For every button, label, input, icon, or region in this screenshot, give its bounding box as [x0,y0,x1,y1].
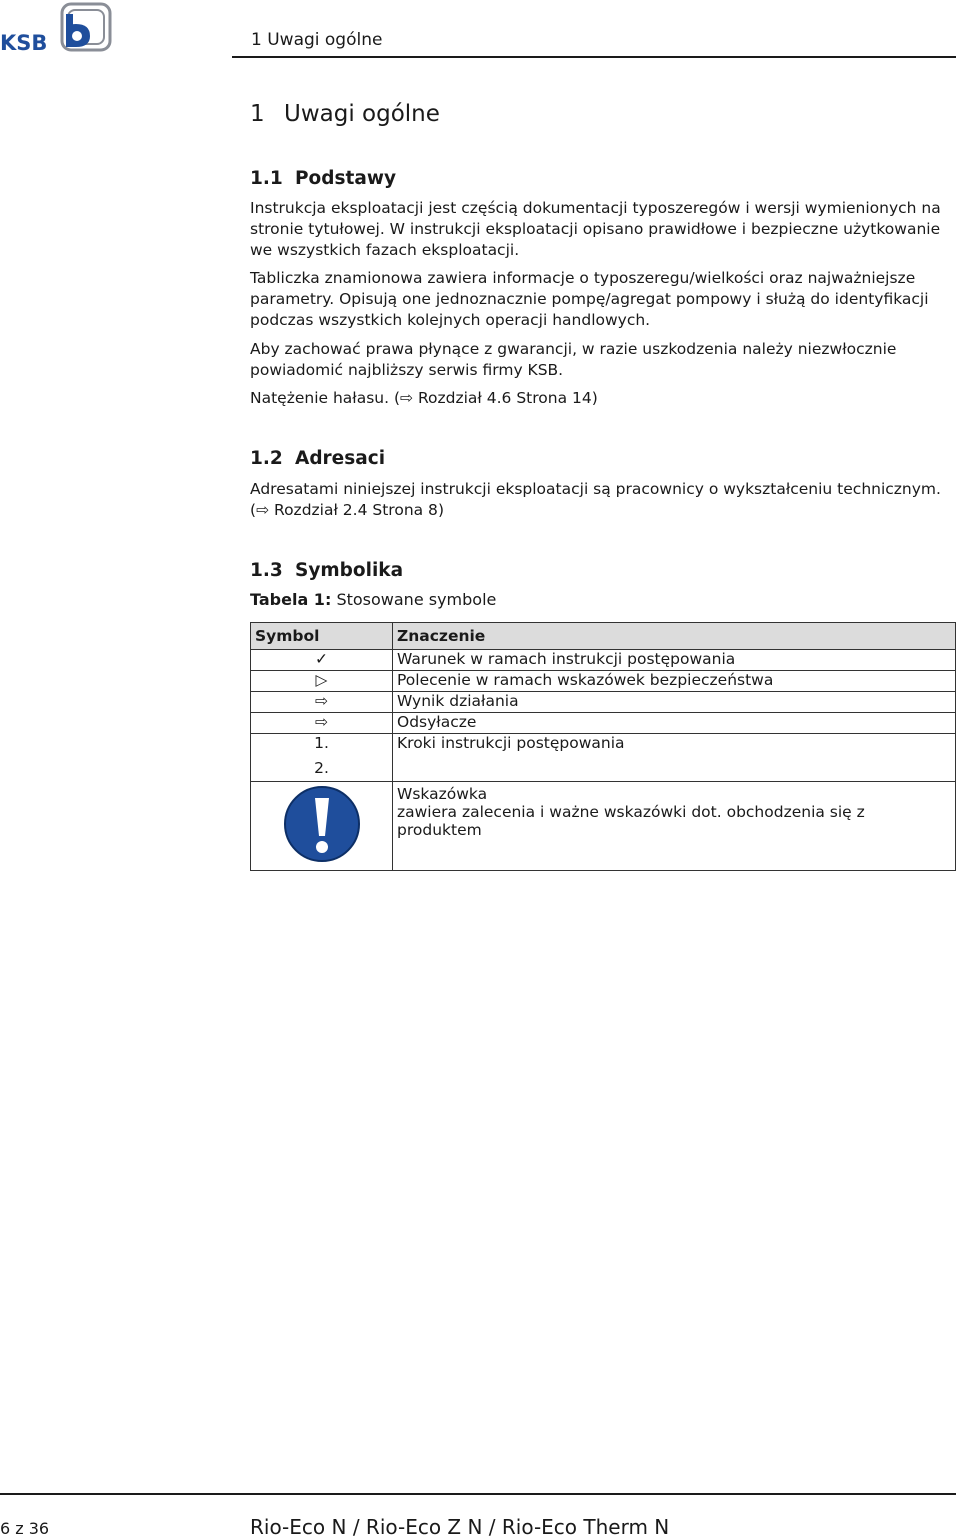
triangle-right-icon: ▷ [251,671,393,692]
xref-link-2-4[interactable]: Rozdział 2.4 Strona 8 [274,501,438,519]
table-row [251,692,956,713]
step-number-1: 1. [314,734,329,752]
reference-arrow-icon: ⇨ [251,713,393,734]
table-cell-meaning: Warunek w ramach instrukcji postępowania [393,650,956,671]
note-title: Wskazówka [397,785,488,803]
table-cell-meaning: Kroki instrukcji postępowania [393,734,956,782]
section-number: 1.1 [250,168,283,189]
table-cell-meaning: Wynik działania [393,692,956,713]
column-header-meaning: Znaczenie [393,623,956,650]
table-header-row [251,623,956,650]
chapter-title-text: Uwagi ogólne [284,101,440,127]
note-text: zawiera zalecenia i ważne wskazówki dot. obchodzenia się z produktem [397,803,865,839]
chapter-title [250,101,956,127]
table-cell-meaning: Odsyłacze [393,713,956,734]
check-icon: ✓ [251,650,393,671]
paragraph: Aby zachować prawa płynące z gwarancji, w razie uszkodzenia należy niezwłocznie powiadomić najbliższy serwis firmy KSB. [250,340,897,379]
logo-text: KSB [0,31,48,55]
table-caption-text: Stosowane symbole [336,590,497,609]
note-cell [393,782,956,871]
column-header-symbol: Symbol [251,623,393,650]
section-heading-1-3 [250,560,956,581]
xref-link-4-6[interactable]: Rozdział 4.6 Strona 14 [417,389,592,407]
chapter-number: 1 [250,101,265,127]
paragraph: Instrukcja eksploatacji jest częścią dokumentacji typoszeregów i wersji wymienionych na stronie tytułowej. W instrukcji eksploatacji opisano prawidłowe i bezpieczne użytkowanie we wszystkich fazach eksploatacji. [250,199,941,259]
section-heading-1-2 [250,448,956,469]
step-numbers [251,734,393,782]
paragraph-text: Adresatami niniejszej instrukcji eksploatacji są pracownicy o wykształceniu technicznym. ( [250,480,941,519]
table-caption-label: Tabela 1: [250,590,332,609]
section-number: 1.3 [250,560,283,581]
section-title: Podstawy [295,168,397,189]
page-number: 6 z 36 [0,1519,50,1538]
table-caption [250,590,956,609]
table-row [251,671,956,692]
arrow-icon: ⇨ [400,389,413,407]
xref-close: ) [437,501,444,519]
result-arrow-icon: ⇨ [251,692,393,713]
exclamation-circle-icon [282,784,362,864]
table-row [251,650,956,671]
symbols-table [250,622,956,871]
running-header-title: 1 Uwagi ogólne [251,30,383,50]
section-title: Adresaci [295,448,386,469]
section-heading-1-1 [250,168,956,189]
paragraph: Tabliczka znamionowa zawiera informacje o typoszeregu/wielkości oraz najważniejsze parametry. Opisują one jednoznacznie pompę/agregat pompowy i służą do identyfikacji podczas wszystkich kolejnych operacji handlowych. [250,269,929,329]
table-row-note [251,782,956,871]
ksb-logo [0,0,115,56]
table-row [251,734,956,782]
footer-rule [0,1493,956,1495]
section-title: Symbolika [295,560,404,581]
step-number-2: 2. [314,759,329,777]
xref-lead-text: Natężenie hałasu. ( [250,389,400,407]
section-number: 1.2 [250,448,283,469]
product-name: Rio-Eco N / Rio-Eco Z N / Rio-Eco Therm N [250,1515,670,1539]
arrow-icon: ⇨ [256,501,270,519]
header-rule [232,56,956,58]
table-row [251,713,956,734]
table-cell-meaning: Polecenie w ramach wskazówek bezpieczeństwa [393,671,956,692]
paragraph [250,479,956,521]
xref-close: ) [591,389,598,407]
cross-reference-paragraph [250,388,956,409]
